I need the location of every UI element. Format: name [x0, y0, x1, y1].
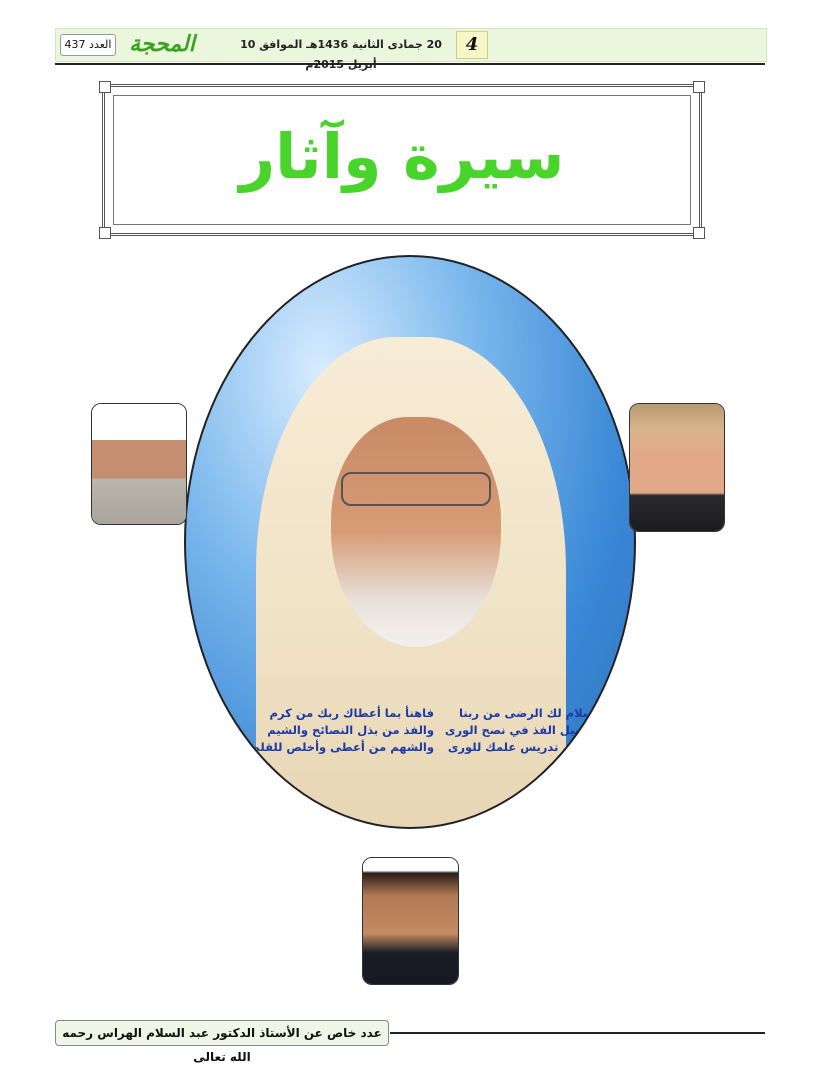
issue-number: العدد 437 [60, 34, 116, 56]
poem-line: فاهنأ بما أعطاك ربك من كرم [269, 706, 434, 720]
poem-line: كنت الأصيل الفذ في نصح الورى [444, 723, 626, 737]
frame-corner [99, 81, 111, 93]
frame-corner [99, 227, 111, 239]
poem-left-column [234, 705, 434, 756]
issue-date: 20 جمادى الثانية 1436هـ الموافق 10 [240, 38, 442, 51]
masthead-logo: المحجة [129, 31, 195, 57]
poem-line: والفذ من بذل النصائح والشيم [267, 723, 434, 737]
footer-rule [390, 1032, 765, 1034]
footer-caption: عدد خاص عن الأستاذ الدكتور عبد السلام الهراس رحمه الله تعالى [55, 1020, 389, 1046]
frame-corner [693, 81, 705, 93]
photo [92, 404, 186, 524]
poem-line: والشهم من أعطى وأخلص للقلم [251, 740, 434, 754]
poem-line: عبد السلام لك الرضى من ربنا [459, 706, 626, 720]
portrait-thumbnail-right [629, 403, 725, 532]
poem-right-column [426, 705, 626, 756]
portrait-glasses [341, 472, 491, 506]
frame-corner [693, 227, 705, 239]
portrait-face [331, 417, 501, 647]
photo [363, 858, 458, 984]
portrait-thumbnail-bottom [362, 857, 459, 985]
photo [630, 404, 724, 531]
page-header [55, 28, 767, 62]
poem-line: أخلصت في تدريس علمك للورى [447, 740, 626, 754]
header-rule [55, 63, 765, 65]
main-portrait [184, 255, 636, 829]
page-number: 4 [456, 31, 488, 59]
title-frame [102, 84, 702, 236]
section-title: سيرة وآثار [239, 120, 565, 193]
portrait-thumbnail-left [91, 403, 187, 525]
